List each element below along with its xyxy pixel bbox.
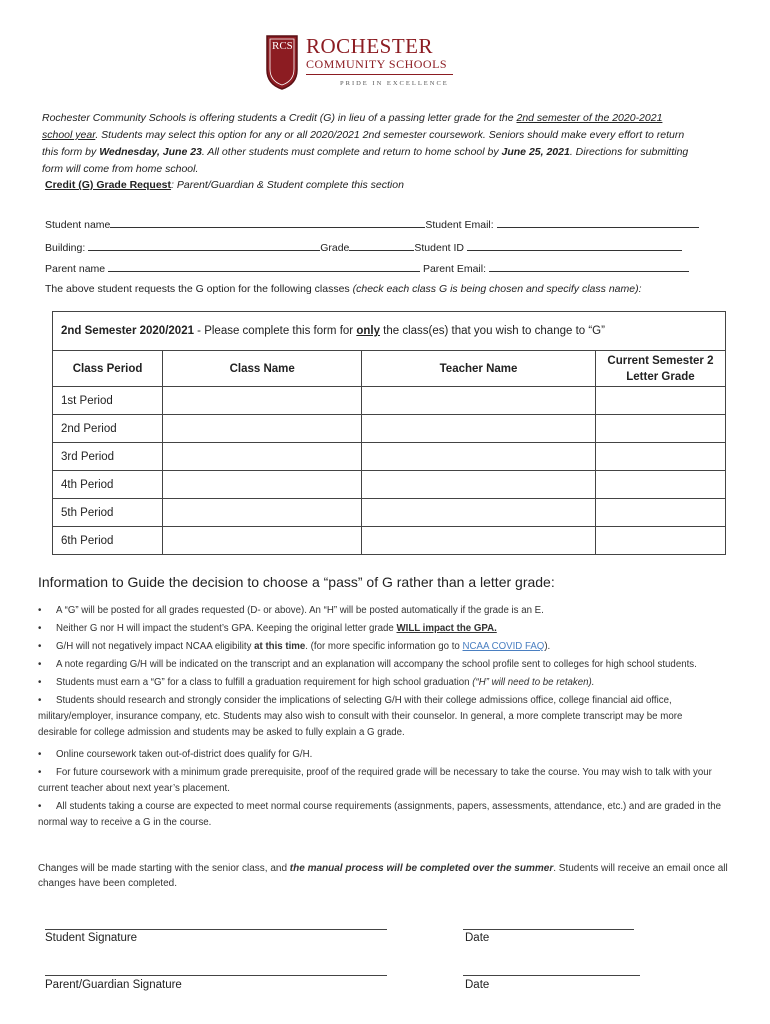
intro-text-1: Rochester Community Schools is offering students a Credit (G) in lieu of a passing letter grade for the — [42, 112, 517, 124]
bullet-icon: • — [38, 749, 42, 760]
brand-tagline: PRIDE IN EXCELLENCE — [340, 80, 449, 87]
changes-text: Changes will be made starting with the senior class, and — [38, 863, 290, 874]
table-row — [53, 499, 727, 527]
other-deadline: June 25, 2021 — [501, 146, 570, 158]
logo-monogram: RCS — [272, 40, 293, 52]
bullet-emphasis: at this time — [254, 641, 306, 652]
bullet-text: A note regarding G/H will be indicated on the transcript and an explanation will accompany the school profile sent to colleges for high school students. — [56, 659, 697, 670]
class-name-cell[interactable] — [163, 387, 362, 415]
teacher-name-cell[interactable] — [362, 415, 596, 443]
bullet-icon: • — [38, 605, 42, 616]
parent-date-line[interactable] — [463, 975, 640, 976]
brand-subtitle: COMMUNITY SCHOOLS — [306, 57, 448, 71]
building-field[interactable] — [88, 239, 320, 251]
list-item — [38, 747, 723, 763]
period-cell: 5th Period — [53, 499, 163, 527]
class-name-cell[interactable] — [163, 527, 362, 555]
table-title-row — [53, 312, 727, 351]
field-row-3 — [45, 260, 700, 275]
requests-statement — [45, 283, 642, 295]
table-row — [53, 415, 727, 443]
bullet-text: . (for more specific information go to — [305, 641, 463, 652]
letter-grade-cell[interactable] — [595, 527, 725, 555]
student-name-field[interactable] — [110, 216, 425, 228]
period-cell: 4th Period — [53, 471, 163, 499]
bullet-text: For future coursework with a minimum grade prerequisite, proof of the required grade will be necessary to take the course. You may wish to talk with your current teacher about next year’s placement. — [38, 767, 712, 794]
bullet-icon: • — [38, 695, 42, 706]
table-title-text: - Please complete this form for — [193, 325, 357, 337]
teacher-name-cell[interactable] — [362, 387, 596, 415]
bullet-emphasis: WILL impact the GPA. — [396, 623, 497, 634]
parent-email-label: Parent Email: — [422, 263, 486, 275]
bullet-icon: • — [38, 641, 42, 652]
class-name-cell[interactable] — [163, 443, 362, 471]
bullet-text: A “G” will be posted for all grades requested (D- or above). An “H” will be posted automatically if the grade is an E. — [56, 605, 544, 616]
bullet-text: All students taking a course are expected to meet normal course requirements (assignments, papers, assessments, attendance, etc.) and are graded in the normal way to receive a G in the course. — [38, 801, 722, 828]
intro-text-4: . Directions for submitting form will come from home school. — [42, 146, 689, 175]
letter-grade-cell[interactable] — [595, 499, 725, 527]
letter-grade-cell[interactable] — [595, 387, 725, 415]
header-teacher-name: Teacher Name — [362, 351, 596, 387]
parent-email-field[interactable] — [489, 260, 689, 272]
table-header-row — [53, 351, 727, 387]
table-title-term: 2nd Semester 2020/2021 — [61, 325, 194, 337]
student-name-label: Student name — [45, 219, 111, 231]
student-signature-label: Student Signature — [45, 932, 138, 944]
class-selection-table — [52, 311, 727, 555]
section-heading — [45, 179, 404, 191]
field-row-1 — [45, 216, 700, 231]
student-email-field[interactable] — [497, 216, 699, 228]
list-item — [38, 621, 723, 637]
list-item — [38, 603, 723, 619]
student-date-line[interactable] — [463, 929, 634, 930]
bullet-icon: • — [38, 623, 42, 634]
class-name-cell[interactable] — [163, 499, 362, 527]
bullet-text: Online coursework taken out-of-district does qualify for G/H. — [56, 749, 313, 760]
senior-deadline: Wednesday, June 23 — [99, 146, 202, 158]
period-cell: 1st Period — [53, 387, 163, 415]
section-label: Credit (G) Grade Request — [45, 179, 172, 191]
list-item — [38, 693, 723, 741]
bullet-emphasis: (“H” will need to be retaken). — [472, 677, 595, 688]
teacher-name-cell[interactable] — [362, 527, 596, 555]
table-title-spacer — [726, 312, 727, 351]
student-signature-line[interactable] — [45, 929, 387, 930]
period-cell: 6th Period — [53, 527, 163, 555]
grade-label: Grade — [320, 242, 350, 254]
bullet-text: G/H will not negatively impact NCAA eligibility — [56, 641, 255, 652]
table-row — [53, 471, 727, 499]
bullet-text: ). — [544, 641, 551, 652]
parent-signature-line[interactable] — [45, 975, 387, 976]
intro-semester: 2nd semester of the 2020-2021 school year — [42, 112, 663, 141]
bullet-icon: • — [38, 801, 42, 812]
info-bullet-list — [38, 603, 723, 833]
student-email-label: Student Email: — [425, 219, 494, 231]
student-id-label: Student ID — [414, 242, 465, 254]
changes-emphasis: the manual process will be completed over the summer — [289, 863, 554, 874]
intro-text-3: . All other students must complete and return to home school by — [201, 146, 502, 158]
school-logo — [265, 34, 465, 92]
ncaa-faq-link[interactable]: NCAA COVID FAQ — [462, 641, 545, 652]
teacher-name-cell[interactable] — [362, 499, 596, 527]
changes-note — [38, 861, 728, 891]
parent-signature-label: Parent/Guardian Signature — [45, 979, 182, 991]
bullet-icon: • — [38, 767, 42, 778]
requests-text: The above student requests the G option for the following classes — [45, 283, 353, 295]
header-letter-grade-line1: Current Semester 2 — [607, 354, 714, 367]
class-name-cell[interactable] — [163, 415, 362, 443]
bullet-icon: • — [38, 659, 42, 670]
changes-text-2: . Students will receive an email once all changes have been completed. — [38, 863, 728, 889]
bullet-text: Students must earn a “G” for a class to fulfill a graduation requirement for high school graduation — [56, 677, 473, 688]
teacher-name-cell[interactable] — [362, 443, 596, 471]
intro-text-2: . Students may select this option for any or all 2020/2021 2nd semester coursework. Seniors should make every effort to return this form by — [42, 129, 685, 158]
table-title — [53, 312, 726, 351]
bullet-icon: • — [38, 677, 42, 688]
bullet-text: Students should research and strongly consider the implications of selecting G/H with their college admissions office, college financial aid office, military/employer, insurance company, etc. Students may also wish to consult with their counselor. In general, a more complete transcript may be more desirable for college admission and students may be asked to fully explain a G grade. — [38, 695, 683, 738]
list-item — [38, 765, 723, 797]
list-item — [38, 675, 723, 691]
requests-note: (check each class G is being chosen and specify class name): — [352, 283, 642, 295]
parent-name-label: Parent name — [45, 263, 106, 275]
grade-field[interactable] — [349, 239, 414, 251]
list-item — [38, 799, 723, 831]
info-title: Information to Guide the decision to choose a “pass” of G rather than a letter grade: — [38, 574, 555, 590]
period-cell: 2nd Period — [53, 415, 163, 443]
header-letter-grade — [595, 351, 725, 387]
parent-name-field[interactable] — [108, 260, 420, 272]
list-item — [38, 657, 723, 673]
header-class-period: Class Period — [53, 351, 163, 387]
letter-grade-cell[interactable] — [595, 415, 725, 443]
table-title-only: only — [356, 325, 380, 337]
table-row — [53, 443, 727, 471]
header-class-name: Class Name — [163, 351, 362, 387]
letter-grade-cell[interactable] — [595, 443, 725, 471]
brand-divider — [306, 74, 453, 75]
teacher-name-cell[interactable] — [362, 471, 596, 499]
class-name-cell[interactable] — [163, 471, 362, 499]
section-instruction: : Parent/Guardian & Student complete this section — [171, 179, 404, 191]
letter-grade-cell[interactable] — [595, 471, 725, 499]
period-cell: 3rd Period — [53, 443, 163, 471]
parent-date-label: Date — [465, 979, 490, 991]
brand-name: ROCHESTER — [306, 34, 434, 58]
student-id-field[interactable] — [467, 239, 682, 251]
list-item — [38, 639, 723, 655]
field-row-2 — [45, 239, 700, 254]
bullet-text: Neither G nor H will impact the student’s GPA. Keeping the original letter grade — [56, 623, 397, 634]
intro-paragraph — [42, 110, 692, 178]
student-date-label: Date — [465, 932, 490, 944]
header-letter-grade-line2: Letter Grade — [626, 370, 695, 383]
table-title-text-2: the class(es) that you wish to change to “G” — [379, 325, 605, 337]
table-row — [53, 387, 727, 415]
building-label: Building: — [45, 242, 86, 254]
table-row — [53, 527, 727, 555]
